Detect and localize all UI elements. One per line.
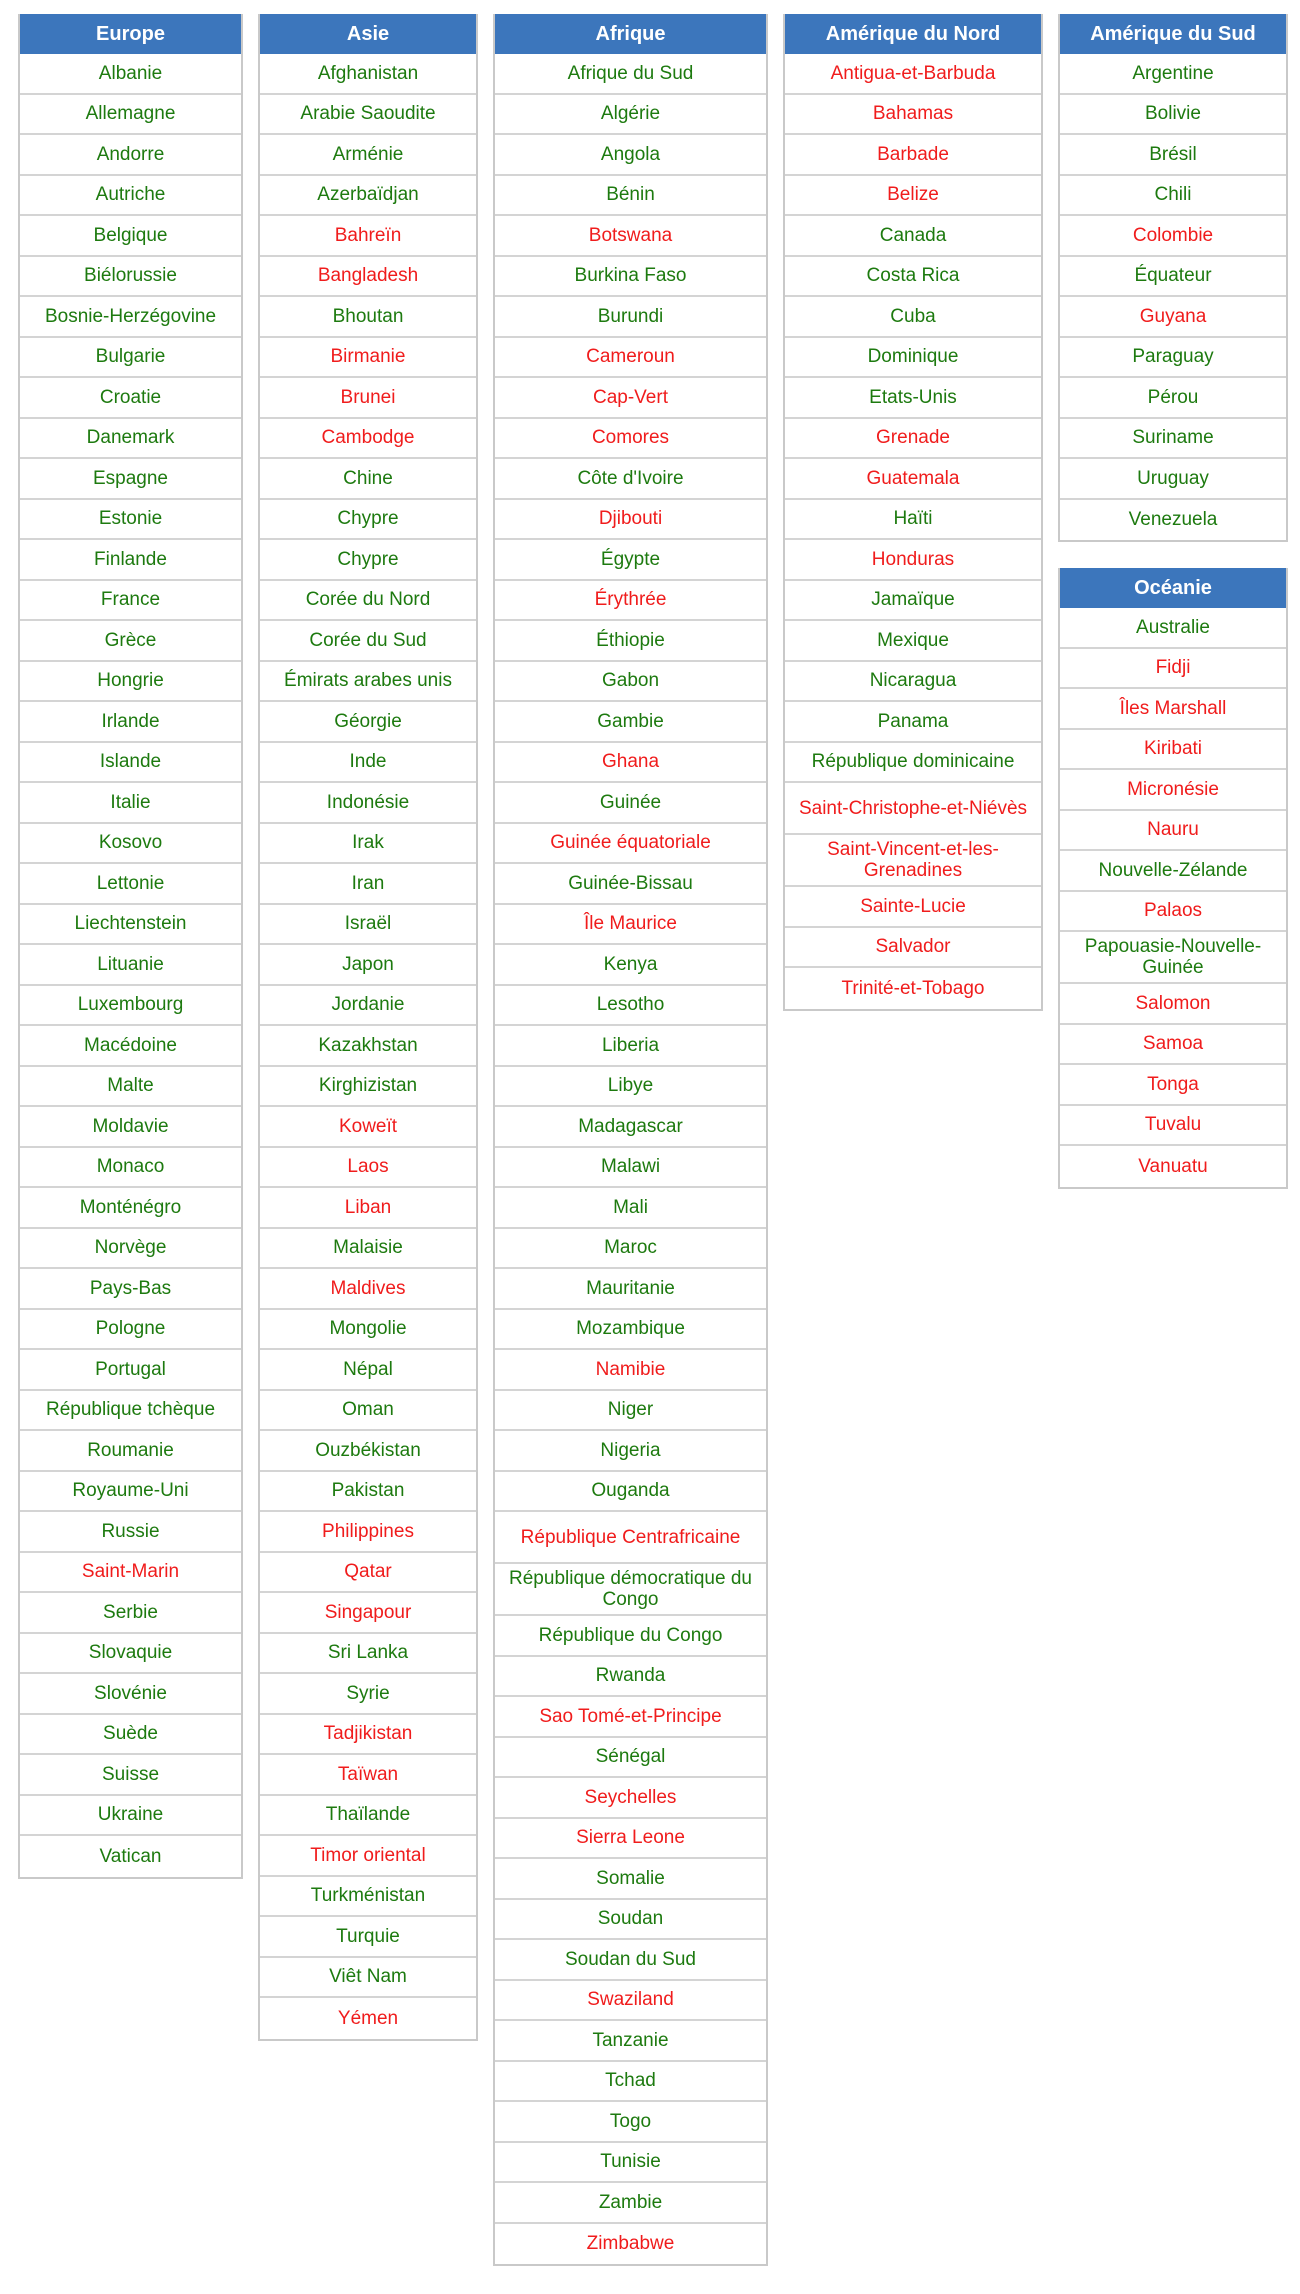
country-cell: Paraguay: [1060, 338, 1286, 379]
country-cell: Sri Lanka: [260, 1634, 476, 1675]
country-cell: Samoa: [1060, 1025, 1286, 1066]
country-cell: Bahreïn: [260, 216, 476, 257]
country-table: [493, 14, 768, 2266]
country-cell: Guyana: [1060, 297, 1286, 338]
country-cell: Grèce: [20, 621, 241, 662]
country-cell: Niger: [495, 1391, 766, 1432]
country-cell: Luxembourg: [20, 986, 241, 1027]
country-cell: Royaume-Uni: [20, 1472, 241, 1513]
country-cell: Autriche: [20, 176, 241, 217]
country-cell: Arabie Saoudite: [260, 95, 476, 136]
country-cell: Islande: [20, 743, 241, 784]
country-cell: Lituanie: [20, 945, 241, 986]
country-cell: Haïti: [785, 500, 1041, 541]
country-cell: Sénégal: [495, 1738, 766, 1779]
europe-column: [18, 14, 243, 1879]
country-cell: France: [20, 581, 241, 622]
country-cell: Mexique: [785, 621, 1041, 662]
country-cell: Zimbabwe: [586, 2233, 675, 2255]
country-cell: Irak: [260, 824, 476, 865]
country-cell: Madagascar: [495, 1107, 766, 1148]
country-cell: Togo: [495, 2102, 766, 2143]
country-cell: Tchad: [495, 2062, 766, 2103]
country-cell: Japon: [260, 945, 476, 986]
table-header: Amérique du Nord: [785, 14, 1041, 54]
country-cell: Île Maurice: [495, 905, 766, 946]
country-cell: Salomon: [1060, 984, 1286, 1025]
country-cell: Tadjikistan: [260, 1715, 476, 1756]
country-cell: Suisse: [20, 1755, 241, 1796]
country-cell: Sao Tomé-et-Principe: [495, 1697, 766, 1738]
country-cell: Portugal: [20, 1350, 241, 1391]
country-cell: Norvège: [20, 1229, 241, 1270]
country-cell: Iran: [260, 864, 476, 905]
country-cell: Rwanda: [495, 1657, 766, 1698]
country-cell: Italie: [20, 783, 241, 824]
country-table: [1058, 14, 1288, 542]
country-cell: Indonésie: [260, 783, 476, 824]
country-cell: Salvador: [785, 928, 1041, 969]
country-cell: Singapour: [260, 1593, 476, 1634]
country-cell: Oman: [260, 1391, 476, 1432]
country-cell: Nouvelle-Zélande: [1060, 851, 1286, 892]
country-cell: Maldives: [260, 1269, 476, 1310]
table-header: Afrique: [495, 14, 766, 54]
country-cell: Chypre: [260, 540, 476, 581]
country-cell: Colombie: [1060, 216, 1286, 257]
country-cell: Thaïlande: [260, 1796, 476, 1837]
country-cell: Mozambique: [495, 1310, 766, 1351]
country-cell: Grenade: [785, 419, 1041, 460]
country-cell: Viêt Nam: [260, 1958, 476, 1999]
country-cell: Syrie: [260, 1674, 476, 1715]
table-header: Europe: [20, 14, 241, 54]
country-cell: Australie: [1060, 608, 1286, 649]
country-cell: Papouasie-Nouvelle-Guinée: [1060, 932, 1286, 984]
country-cell: Ukraine: [20, 1796, 241, 1837]
country-cell: Ouzbékistan: [260, 1431, 476, 1472]
country-cell: Andorre: [20, 135, 241, 176]
country-cell: Moldavie: [20, 1107, 241, 1148]
country-cell: Finlande: [20, 540, 241, 581]
country-cell: Botswana: [495, 216, 766, 257]
country-cell: Koweït: [260, 1107, 476, 1148]
country-cell: Espagne: [20, 459, 241, 500]
country-cell: Argentine: [1060, 54, 1286, 95]
country-cell: Pakistan: [260, 1472, 476, 1513]
country-cell: Barbade: [785, 135, 1041, 176]
country-cell: Corée du Sud: [260, 621, 476, 662]
country-cell: Turquie: [260, 1917, 476, 1958]
country-cell: Bhoutan: [260, 297, 476, 338]
country-cell: Mali: [495, 1188, 766, 1229]
country-cell: République du Congo: [495, 1616, 766, 1657]
country-cell: Kazakhstan: [260, 1026, 476, 1067]
country-cell: Azerbaïdjan: [260, 176, 476, 217]
country-cell: Albanie: [20, 54, 241, 95]
country-cell: Brésil: [1060, 135, 1286, 176]
country-cell: Monaco: [20, 1148, 241, 1189]
country-cell: Angola: [495, 135, 766, 176]
country-cell: Timor oriental: [260, 1836, 476, 1877]
country-cell: Mauritanie: [495, 1269, 766, 1310]
country-cell: Allemagne: [20, 95, 241, 136]
country-table: [1058, 568, 1288, 1189]
country-cell: République tchèque: [20, 1391, 241, 1432]
country-cell: Turkménistan: [260, 1877, 476, 1918]
country-cell: Costa Rica: [785, 257, 1041, 298]
country-cell: Serbie: [20, 1593, 241, 1634]
country-cell: Canada: [785, 216, 1041, 257]
country-table: [258, 14, 478, 2041]
country-cell: Liban: [260, 1188, 476, 1229]
country-cell: Kirghizistan: [260, 1067, 476, 1108]
country-cell: Chine: [260, 459, 476, 500]
country-cell: Uruguay: [1060, 459, 1286, 500]
country-cell: Soudan: [495, 1900, 766, 1941]
country-cell: Vanuatu: [1138, 1155, 1208, 1177]
country-cell: République démocratique du Congo: [495, 1564, 766, 1616]
country-cell: Cap-Vert: [495, 378, 766, 419]
country-cell: Zambie: [495, 2183, 766, 2224]
country-cell: Namibie: [495, 1350, 766, 1391]
country-cell: Cuba: [785, 297, 1041, 338]
country-cell: Lesotho: [495, 986, 766, 1027]
country-cell: Algérie: [495, 95, 766, 136]
country-cell: Tuvalu: [1060, 1106, 1286, 1147]
country-cell: Palaos: [1060, 892, 1286, 933]
country-cell: Cameroun: [495, 338, 766, 379]
country-cell: Chypre: [260, 500, 476, 541]
country-cell: Burkina Faso: [495, 257, 766, 298]
country-cell: Yémen: [337, 2007, 399, 2029]
country-cell: Trinité-et-Tobago: [841, 977, 985, 999]
country-cell: Dominique: [785, 338, 1041, 379]
country-cell: Afrique du Sud: [495, 54, 766, 95]
country-cell: Pérou: [1060, 378, 1286, 419]
country-cell: Maroc: [495, 1229, 766, 1270]
country-cell: Saint-Marin: [20, 1553, 241, 1594]
country-cell: Soudan du Sud: [495, 1940, 766, 1981]
country-cell: Arménie: [260, 135, 476, 176]
country-cell: Slovénie: [20, 1674, 241, 1715]
country-cell: Monténégro: [20, 1188, 241, 1229]
country-cell: Pays-Bas: [20, 1269, 241, 1310]
country-cell: Afghanistan: [260, 54, 476, 95]
country-cell: Antigua-et-Barbuda: [785, 54, 1041, 95]
country-cell: Panama: [785, 702, 1041, 743]
country-cell: Inde: [260, 743, 476, 784]
country-cell: Belgique: [20, 216, 241, 257]
country-cell: Guatemala: [785, 459, 1041, 500]
country-cell: Suède: [20, 1715, 241, 1756]
country-cell: Malaisie: [260, 1229, 476, 1270]
afrique-column: [493, 14, 768, 2266]
country-cell: Guinée-Bissau: [495, 864, 766, 905]
country-cell: Birmanie: [260, 338, 476, 379]
country-cell: Tonga: [1060, 1065, 1286, 1106]
country-cell: Macédoine: [20, 1026, 241, 1067]
country-cell: Seychelles: [495, 1778, 766, 1819]
country-cell: Sierra Leone: [495, 1819, 766, 1860]
country-cell: Taïwan: [260, 1755, 476, 1796]
country-cell: Suriname: [1060, 419, 1286, 460]
country-cell: Cambodge: [260, 419, 476, 460]
country-cell: Belize: [785, 176, 1041, 217]
country-cell: Îles Marshall: [1060, 689, 1286, 730]
country-cell: Pologne: [20, 1310, 241, 1351]
country-cell: Bénin: [495, 176, 766, 217]
country-cell: Guinée équatoriale: [495, 824, 766, 865]
country-cell: Kosovo: [20, 824, 241, 865]
country-cell: Ouganda: [495, 1472, 766, 1513]
country-cell: Gambie: [495, 702, 766, 743]
country-cell: Tanzanie: [495, 2021, 766, 2062]
country-cell: Burundi: [495, 297, 766, 338]
country-cell: Micronésie: [1060, 770, 1286, 811]
country-cell: Égypte: [495, 540, 766, 581]
country-cell: République dominicaine: [785, 743, 1041, 784]
country-cell: Somalie: [495, 1859, 766, 1900]
country-cell: Liechtenstein: [20, 905, 241, 946]
country-cell: Bosnie-Herzégovine: [20, 297, 241, 338]
country-cell: Sainte-Lucie: [785, 887, 1041, 928]
country-cell: Irlande: [20, 702, 241, 743]
country-cell: Malte: [20, 1067, 241, 1108]
country-cell: Bolivie: [1060, 95, 1286, 136]
country-cell: Russie: [20, 1512, 241, 1553]
country-cell: République Centrafricaine: [495, 1512, 766, 1564]
country-cell: Danemark: [20, 419, 241, 460]
country-cell: Vatican: [99, 1845, 162, 1867]
country-cell: Chili: [1060, 176, 1286, 217]
table-header: Amérique du Sud: [1060, 14, 1286, 54]
country-cell: Malawi: [495, 1148, 766, 1189]
country-cell: Comores: [495, 419, 766, 460]
country-cell: Lettonie: [20, 864, 241, 905]
table-header: Océanie: [1060, 568, 1286, 608]
country-cell: Jordanie: [260, 986, 476, 1027]
country-cell: Éthiopie: [495, 621, 766, 662]
country-cell: Équateur: [1060, 257, 1286, 298]
country-cell: Gabon: [495, 662, 766, 703]
country-cell: Hongrie: [20, 662, 241, 703]
country-cell: Ghana: [495, 743, 766, 784]
country-cell: Géorgie: [260, 702, 476, 743]
country-cell: Guinée: [495, 783, 766, 824]
country-cell: Nigeria: [495, 1431, 766, 1472]
country-cell: Brunei: [260, 378, 476, 419]
country-cell: Philippines: [260, 1512, 476, 1553]
country-cell: Swaziland: [495, 1981, 766, 2022]
country-cell: Nicaragua: [785, 662, 1041, 703]
country-table: [18, 14, 243, 1879]
country-cell: Saint-Vincent-et-les-Grenadines: [785, 835, 1041, 887]
country-cell: Émirats arabes unis: [260, 662, 476, 703]
country-cell: Bahamas: [785, 95, 1041, 136]
country-cell: Érythrée: [495, 581, 766, 622]
country-cell: Bulgarie: [20, 338, 241, 379]
amerique-du-nord-column: [783, 14, 1043, 1011]
country-cell: Saint-Christophe-et-Niévès: [785, 783, 1041, 835]
country-cell: Fidji: [1060, 649, 1286, 690]
country-cell: Djibouti: [495, 500, 766, 541]
country-cell: Kenya: [495, 945, 766, 986]
country-table: [783, 14, 1043, 1011]
country-cell: Israël: [260, 905, 476, 946]
country-cell: Honduras: [785, 540, 1041, 581]
country-cell: Slovaquie: [20, 1634, 241, 1675]
country-cell: Libye: [495, 1067, 766, 1108]
right-column: [1058, 14, 1288, 1189]
country-cell: Qatar: [260, 1553, 476, 1594]
country-cell: Laos: [260, 1148, 476, 1189]
country-cell: Kiribati: [1060, 730, 1286, 771]
country-cell: Népal: [260, 1350, 476, 1391]
country-cell: Estonie: [20, 500, 241, 541]
country-cell: Venezuela: [1128, 509, 1218, 531]
country-cell: Etats-Unis: [785, 378, 1041, 419]
country-cell: Bangladesh: [260, 257, 476, 298]
country-cell: Côte d'Ivoire: [495, 459, 766, 500]
country-cell: Biélorussie: [20, 257, 241, 298]
country-cell: Roumanie: [20, 1431, 241, 1472]
country-cell: Mongolie: [260, 1310, 476, 1351]
country-cell: Liberia: [495, 1026, 766, 1067]
country-cell: Jamaïque: [785, 581, 1041, 622]
country-cell: Corée du Nord: [260, 581, 476, 622]
country-cell: Tunisie: [495, 2143, 766, 2184]
asie-column: [258, 14, 478, 2041]
country-cell: Nauru: [1060, 811, 1286, 852]
country-cell: Croatie: [20, 378, 241, 419]
table-header: Asie: [260, 14, 476, 54]
